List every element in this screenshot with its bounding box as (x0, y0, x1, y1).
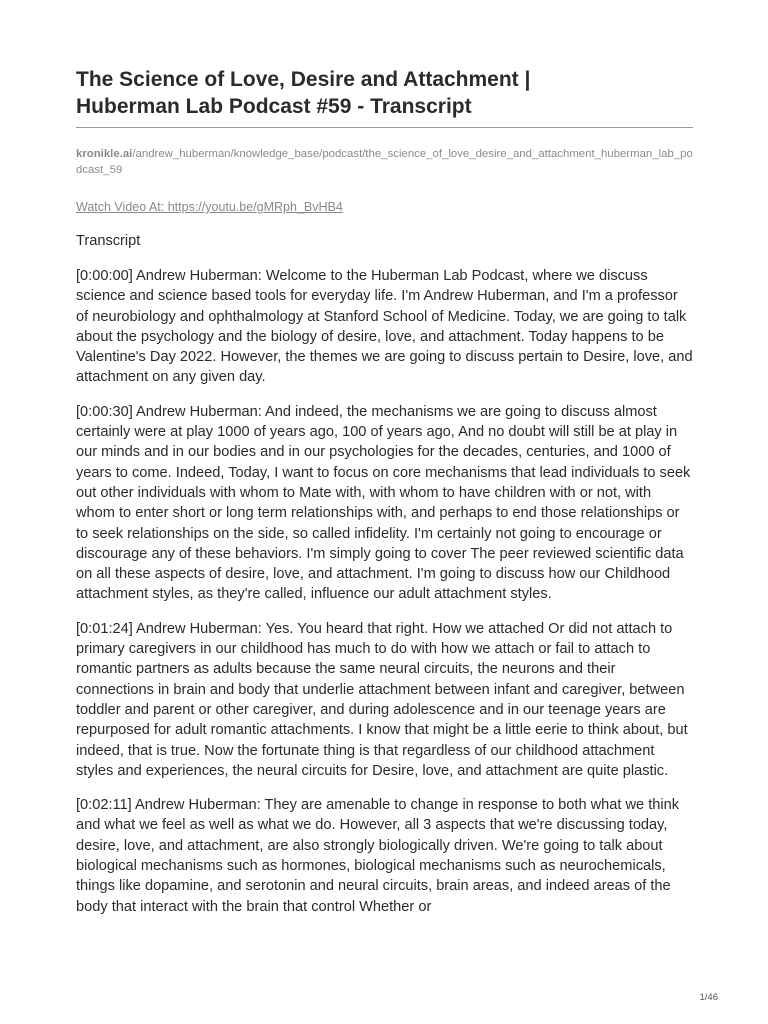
source-url (76, 146, 693, 178)
transcript-heading: Transcript (76, 233, 141, 249)
document-title (76, 66, 693, 120)
transcript-body (76, 266, 693, 931)
transcript-paragraph: [0:00:00] Andrew Huberman: Welcome to the Huberman Lab Podcast, where we discuss science and science based tools for everyday life. I'm Andrew Huberman, and I'm a professor of neurobiology and ophthalmology at Stanford School of Medicine. Today, we are going to talk about the psychology and the biology of desire, love, and attachment. Today happens to be Valentine's Day 2022. However, the themes we are going to discuss pertain to Desire, love, and attachment on any given day. (76, 268, 693, 386)
source-domain: kronikle.ai (76, 148, 133, 160)
transcript-paragraph: [0:00:30] Andrew Huberman: And indeed, the mechanisms we are going to discuss almost certainly were at play 1000 of years ago, 100 of years ago, And no doubt will still be at play in our minds and in our bodies and in our psychologies for the decades, centuries, and 1000 of years to come. Indeed, Today, I want to focus on core mechanisms that lead individuals to seek out other individuals with whom to Mate with, with whom to have children with or not, with whom to enter short or long term relationships with, and perhaps to end those relationships or to seek relationships on the side, so called infidelity. I'm certainly not going to encourage or discourage any of these behaviors. I'm simply going to cover The peer reviewed scientific data on all these aspects of desire, love, and attachment. I'm going to discuss how our Childhood attachment styles, as they're called, influence our adult attachment styles. (76, 403, 691, 603)
title-divider (76, 127, 693, 128)
transcript-paragraph: [0:02:11] Andrew Huberman: They are amenable to change in response to both what we think and what we feel as well as what we do. However, all 3 aspects that we're discussing today, desire, love, and attachment, are also strongly biologically driven. We're going to talk about biological mechanisms such as hormones, biological mechanisms such as neurochemicals, things like dopamine, and serotonin and neural circuits, brain areas, and indeed areas of the body that interact with the brain that control Whether or (76, 797, 680, 915)
title-line-1: The Science of Love, Desire and Attachment | (76, 68, 531, 91)
watch-video-link[interactable]: Watch Video At: https://youtu.be/gMRph_BvHB4 (76, 200, 343, 214)
page-number: 1/46 (699, 992, 718, 1003)
source-path: /andrew_huberman/knowledge_base/podcast/the_science_of_love_desire_and_attachment_huberman_lab_podcast_59 (76, 148, 693, 176)
title-line-2: Huberman Lab Podcast #59 - Transcript (76, 95, 472, 118)
transcript-paragraph: [0:01:24] Andrew Huberman: Yes. You heard that right. How we attached Or did not attach to primary caregivers in our childhood has much to do with how we attach or fail to attach to romantic partners as adults because the same neural circuits, the neurons and their connections in brain and body that underlie attachment between infant and caregiver, between toddler and parent or other caregiver, and during adolescence and in our teenage years are repurposed for adult romantic attachments. I know that might be a little eerie to think about, but indeed, that is true. Now the fortunate thing is that regardless of our childhood attachment styles and experiences, the neural circuits for Desire, love, and attachment are quite plastic. (76, 620, 688, 779)
